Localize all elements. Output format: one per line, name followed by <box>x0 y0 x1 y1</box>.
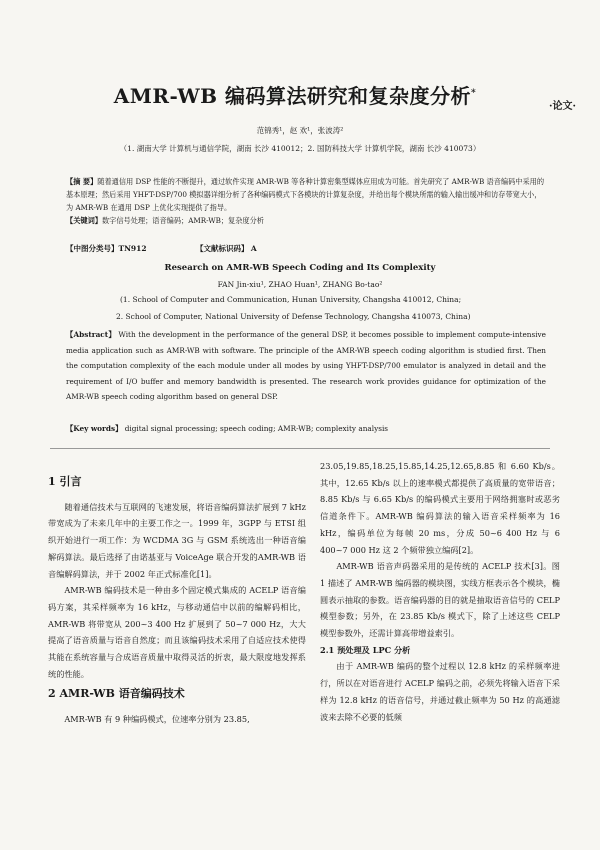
article-type-tag: ·论文· <box>549 101 576 112</box>
section-divider <box>50 448 550 449</box>
english-abstract-label: 【Abstract】 <box>66 330 116 339</box>
section-2-paragraph-2: AMR-WB 语音声码器采用的是传统的 ACELP 技术[3]。图 1 描述了 AMR-WB 编码器的模块图，实线方框表示各个模块，椭圆表示抽取的参数。语音编码器的目的就是抽取语音信号的 CELP 模型参数；另外，在 23.85 Kb/s 模式下，除了上述这些 CELP 模型参数外，还需计算高带增益索引。 <box>320 561 560 639</box>
english-abstract-text: With the development in the performance of the general DSP, it becomes possible to implement compute-intensive media application such as AMR-WB with software. The principle of the AMR-WB speech coding algorithm is studied first. Then the computation complexity of the each module under all modes by using YHFT-DSP/700 emulator is analyzed in detail and the requirement of I/O buffer and memory bandwidth is presented. The research work provides guidance for optimization of the AMR-WB speech coding algorithm based on general DSP. <box>66 330 546 401</box>
left-column <box>48 470 306 728</box>
doc-code-value: A <box>250 244 257 253</box>
keywords-zh-label: 【关键词】 <box>66 216 102 225</box>
english-abstract <box>66 327 546 405</box>
affiliations-zh: （1. 湖南大学 计算机与通信学院，湖南 长沙 410012；2. 国防科技大学 计算机学院，湖南 长沙 410073） <box>119 144 481 153</box>
paper-title-text: AMR-WB 编码算法研究和复杂度分析 <box>113 84 472 108</box>
section-2-paragraph-1: AMR-WB 有 9 种编码模式，位速率分别为 23.85, <box>64 714 250 725</box>
section-2-paragraph-1-cont: 23.05,19.85,18.25,15.85,14.25,12.65,8.85 和 6.60 Kb/s。其中，12.65 Kb/s 以上的速率模式都提供了高质量的宽带语音；8.85 Kb/s 与 6.65 Kb/s 的编码模式主要用于网络拥塞时或恶劣信道条件下。AMR-WB 编码算法的输入语音采样频率为 16 kHz，编码单位为每帧 20 ms，分成 50~6 400 Hz 与 6 400~7 000 Hz 这 2 个频带独立编码[2]。 <box>320 461 560 555</box>
doc-code <box>196 243 257 254</box>
section-2-1-heading: 2.1 预处理及 LPC 分析 <box>320 644 411 655</box>
title-footnote-mark: * <box>471 88 477 99</box>
english-title: Research on AMR-WB Speech Coding and Its Complexity <box>164 263 436 273</box>
english-keywords-label: 【Key words】 <box>66 424 123 433</box>
english-affiliation-1: (1. School of Computer and Communication, Hunan University, Changsha 410012, China; <box>120 295 462 304</box>
doc-code-label: 【文献标识码】 <box>196 244 249 253</box>
abstract-zh-text: 随着通信用 DSP 性能的不断提升，通过软件实现 AMR-WB 等各种计算密集型媒体应用成为可能。首先研究了 AMR-WB 语音编码中采用的基本原理；然后采用 YHFT-DSP/700 模拟器详细分析了各种编码模式下各模块的计算复杂度，并给出每个模块所需的输入输出缓冲和访存带宽大小，为 AMR-WB 在通用 DSP 上优化实现提供了指导。 <box>66 177 545 212</box>
section-1-paragraph-1: 随着通信技术与互联网的飞速发展，将语音编码算法扩展到 7 kHz 带宽成为了未来几年中的主要工作之一。1999 年，3GPP 与 ETSI 组织开始进行一项工作：为 WCDMA 3G 与 GSM 系统选出一种语音编解码算法。最后选择了由诺基亚与 VoiceAge 联合开发的AMR-WB 语音编解码算法，并于 2002 年正式标准化[1]。 <box>48 501 306 579</box>
right-column <box>320 458 560 725</box>
abstract-zh-label: 【摘 要】 <box>66 177 98 186</box>
abstract-zh <box>66 175 546 227</box>
english-keywords-text: digital signal processing; speech coding; AMR-WB; complexity analysis <box>124 424 389 433</box>
section-2-heading: 2 AMR-WB 语音编码技术 <box>48 687 185 701</box>
classification-line <box>66 243 546 254</box>
clc-value: TN912 <box>118 244 147 253</box>
clc-label: 【中图分类号】 <box>66 244 119 253</box>
section-1-heading: 1 引言 <box>48 475 82 488</box>
section-2-1-paragraph-1: 由于 AMR-WB 编码的整个过程以 12.8 kHz 的采样频率进行，所以在对语音进行 ACELP 编码之前，必须先将输入语音下采样为 12.8 kHz 的语音信号，并通过截止频率为 50 Hz 的高通滤波来去除不必要的低频 <box>320 661 560 722</box>
english-keywords <box>66 424 546 434</box>
keywords-zh-text: 数字信号处理；语音编码；AMR-WB；复杂度分析 <box>101 216 264 225</box>
english-authors: FAN Jin-xiu¹, ZHAO Huan¹, ZHANG Bo-tao² <box>217 280 383 289</box>
section-1-paragraph-2: AMR-WB 编码技术是一种由多个固定模式集成的 ACELP 语音编码方案，其采样频率为 16 kHz，与移动通信中以前的编解码相比，AMR-WB 将带宽从 200~3 400 Hz 扩展到了 50~7 000 Hz，大大提高了语音质量与语音自然度；而且该编码技术采用了自适应技术使得其能在系统容量与合成语音质量中取得灵活的折衷，最大限度地发挥系统的性能。 <box>48 585 306 679</box>
english-affiliation-2: 2. School of Computer, National University of Defense Technology, Changsha 410073, China) <box>116 312 471 321</box>
authors-zh: 范锦秀¹，赵 欢¹，张波涛² <box>256 126 344 135</box>
paper-title <box>60 80 530 109</box>
